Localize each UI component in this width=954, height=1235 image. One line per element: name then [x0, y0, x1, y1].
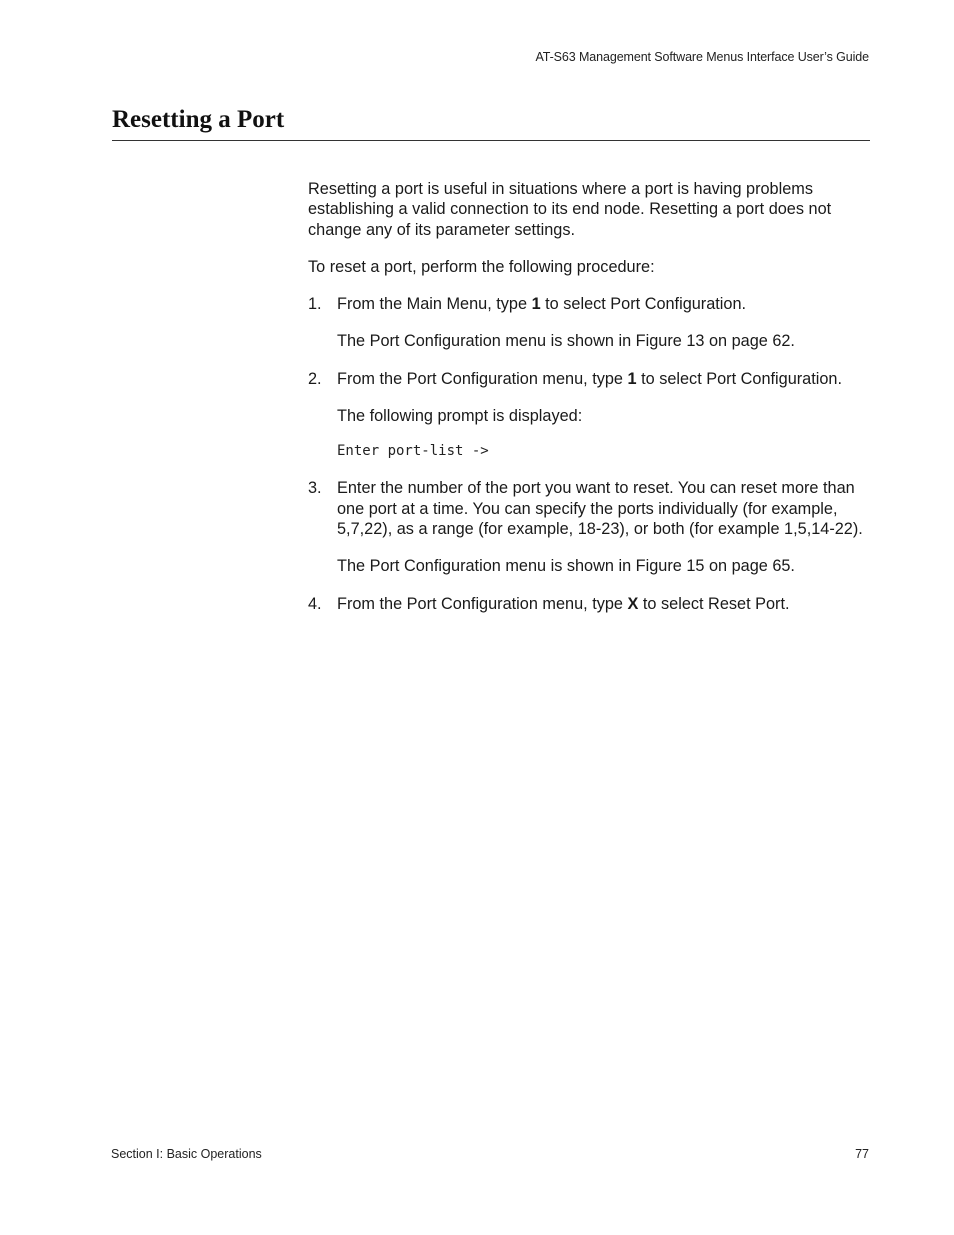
- footer-section-label: Section I: Basic Operations: [111, 1147, 262, 1161]
- step-number: 2.: [308, 369, 322, 388]
- procedure-steps: [308, 294, 870, 614]
- step-text: [337, 594, 870, 614]
- step-item: [308, 478, 870, 576]
- step-note: The Port Configuration menu is shown in Figure 15 on page 65.: [337, 557, 795, 576]
- step-item: [308, 594, 870, 614]
- step-text-before: From the Port Configuration menu, type: [337, 369, 628, 388]
- step-text-after: to select Port Configuration.: [540, 295, 747, 314]
- step-item: [308, 294, 870, 352]
- step-number: 3.: [308, 479, 322, 498]
- section-body: [308, 179, 870, 631]
- step-key: 1: [627, 369, 637, 388]
- step-text-after: to select Reset Port.: [638, 594, 790, 613]
- step-number: 4.: [308, 594, 322, 613]
- step-text-after: to select Port Configuration.: [636, 369, 842, 388]
- step-number: 1.: [308, 295, 322, 314]
- prompt-code: Enter port-list ->: [337, 443, 489, 460]
- step-key: X: [627, 594, 639, 613]
- section-title: Resetting a Port: [112, 106, 285, 133]
- step-item: [308, 369, 870, 462]
- step-text-before: From the Port Configuration menu, type: [337, 594, 628, 613]
- step-text: [337, 369, 870, 389]
- section-rule: [112, 140, 870, 141]
- step-text: Enter the number of the port you want to reset. You can reset more than one port at a time. You can specify the ports individually (for example, 5,7,22), as a range (for example, 18-23), or both (for example 1,5,14-22).: [337, 479, 863, 538]
- intro-paragraph: Resetting a port is useful in situations where a port is having problems establishing a valid connection to its end node. Resetting a port does not change any of its parameter settings.: [308, 180, 832, 239]
- step-note: The following prompt is displayed:: [337, 407, 583, 426]
- step-text-before: From the Main Menu, type: [337, 295, 532, 314]
- footer-page-number: 77: [855, 1147, 869, 1161]
- step-text: [337, 294, 870, 314]
- running-header: AT-S63 Management Software Menus Interface User’s Guide: [535, 50, 869, 64]
- procedure-lead: To reset a port, perform the following procedure:: [308, 257, 655, 276]
- step-key: 1: [531, 295, 541, 314]
- step-note: The Port Configuration menu is shown in Figure 13 on page 62.: [337, 332, 795, 351]
